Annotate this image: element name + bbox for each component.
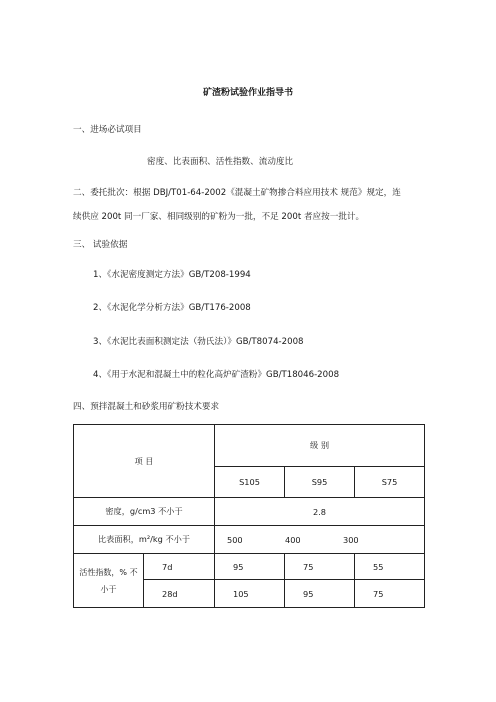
grade-header: 级 别 <box>310 440 330 450</box>
surface-area-values <box>215 526 425 554</box>
density-row <box>74 498 425 526</box>
density-label: 密度，g/cm3 不小于 <box>74 498 215 526</box>
surface-area-label: 比表面积，m²/kg 不小于 <box>74 526 215 554</box>
section-1-items: 密度、比表面积、活性指数、流动度比 <box>147 157 294 167</box>
table-header-row <box>74 425 425 467</box>
grade-cell: S105 <box>215 467 285 498</box>
activity-label-line: 小于 <box>100 584 117 594</box>
activity-value: 95 <box>215 554 285 580</box>
reference-item: 1、《水泥密度测定方法》GB/T208-1994 <box>93 270 251 280</box>
age-cell: 28d <box>144 580 215 608</box>
activity-label-line: 活性指数，% 不 <box>79 567 138 577</box>
section-4-heading: 四、预拌混凝土和砂浆用矿粉技术要求 <box>73 402 220 412</box>
grade-header-cell <box>215 425 425 467</box>
reference-item: 2、《水泥化学分析方法》GB/T176-2008 <box>93 303 251 313</box>
section-2-line-2: 续供应 200t 同一厂家、相同级别的矿粉为一批，不足 200t 者应按一批计。 <box>73 212 365 222</box>
item-header: 项 目 <box>134 455 154 466</box>
surface-area-value: 300 <box>343 534 359 545</box>
surface-area-value: 400 <box>285 534 301 545</box>
activity-label-cell <box>74 554 144 608</box>
section-2-line-1: 二、委托批次：根据 DBJ/T01-64-2002《混凝土矿物掺合料应用技术 规范》规定，连 <box>73 188 401 198</box>
activity-7d-row <box>74 554 425 580</box>
activity-value: 105 <box>215 580 285 608</box>
grade-cell: S95 <box>285 467 355 498</box>
age-cell: 7d <box>144 554 215 580</box>
grade-cell: S75 <box>355 467 425 498</box>
surface-area-row <box>74 526 425 554</box>
density-value: 2.8 <box>215 498 425 526</box>
activity-value: 95 <box>285 580 355 608</box>
activity-value: 75 <box>355 580 425 608</box>
item-header-cell <box>74 425 215 498</box>
reference-item: 3、《水泥比表面积测定法（勃氏法）》GB/T8074-2008 <box>93 337 304 347</box>
section-1-heading: 一、进场必试项目 <box>73 125 142 135</box>
activity-value: 75 <box>285 554 355 580</box>
section-3-heading: 三、 试验依据 <box>73 240 128 250</box>
surface-area-value: 500 <box>227 534 243 545</box>
activity-value: 55 <box>355 554 425 580</box>
reference-item: 4、《用于水泥和混凝土中的粒化高炉矿渣粉》GB/T18046-2008 <box>93 370 340 380</box>
technical-requirements-table <box>73 424 425 608</box>
document-title: 矿渣粉试验作业指导书 <box>203 88 294 98</box>
